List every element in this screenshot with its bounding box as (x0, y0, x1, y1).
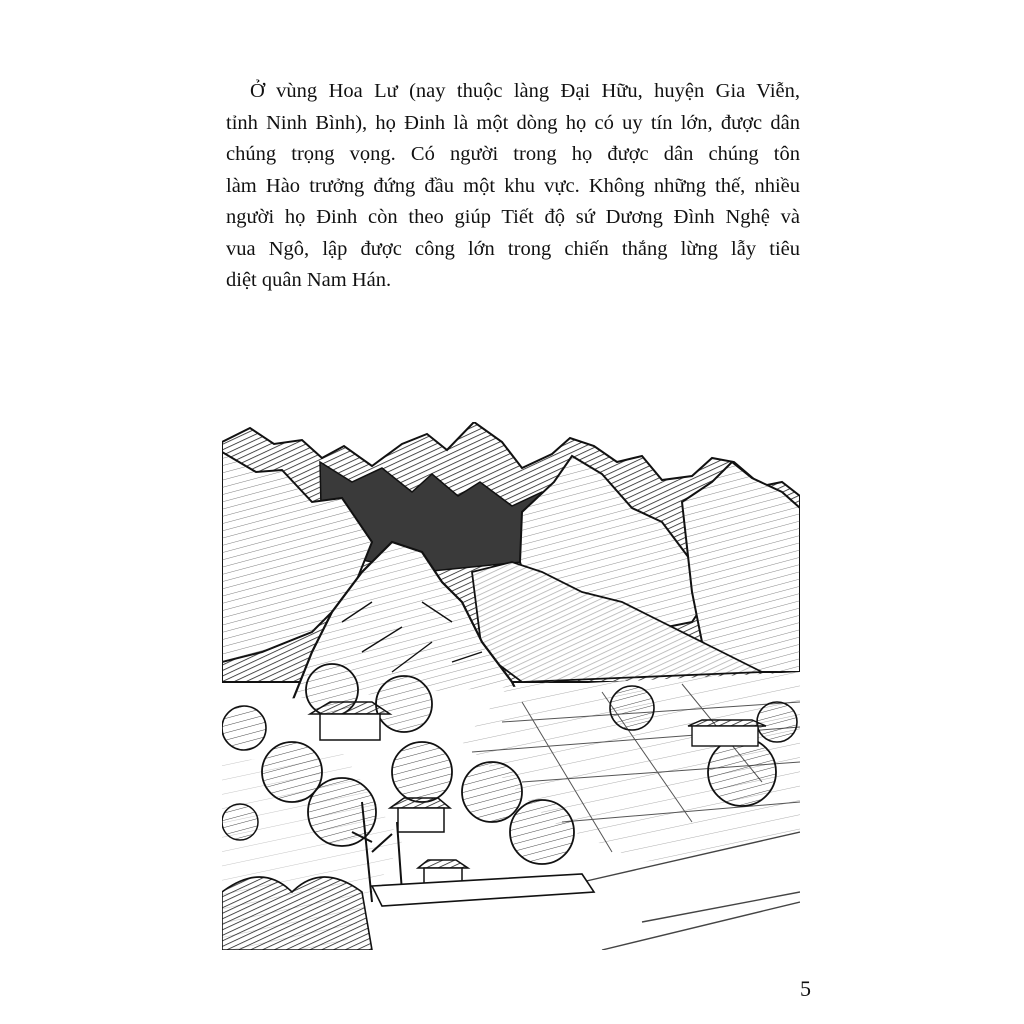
page-number: 5 (800, 976, 811, 1001)
paragraph-line: người họ Đinh còn theo giúp Tiết độ sứ Dương Đình Nghệ và (226, 206, 800, 228)
paragraph-line: diệt quân Nam Hán. (226, 269, 392, 291)
paragraph-line: chúng trọng vọng. Có người trong họ được dân chúng tôn (226, 143, 800, 165)
body-paragraph (226, 76, 800, 297)
paragraph-line: vua Ngô, lập được công lớn trong chiến thắng lừng lẫy tiêu (226, 237, 800, 260)
paragraph-line: Ở vùng Hoa Lư (nay thuộc làng Đại Hữu, huyện Gia Viễn, (250, 80, 800, 102)
landscape-illustration (222, 422, 800, 950)
paragraph-line: tỉnh Ninh Bình), họ Đinh là một dòng họ có uy tín lớn, được dân (226, 111, 800, 134)
paragraph-line: làm Hào trưởng đứng đầu một khu vực. Không những thế, nhiều (226, 174, 800, 197)
